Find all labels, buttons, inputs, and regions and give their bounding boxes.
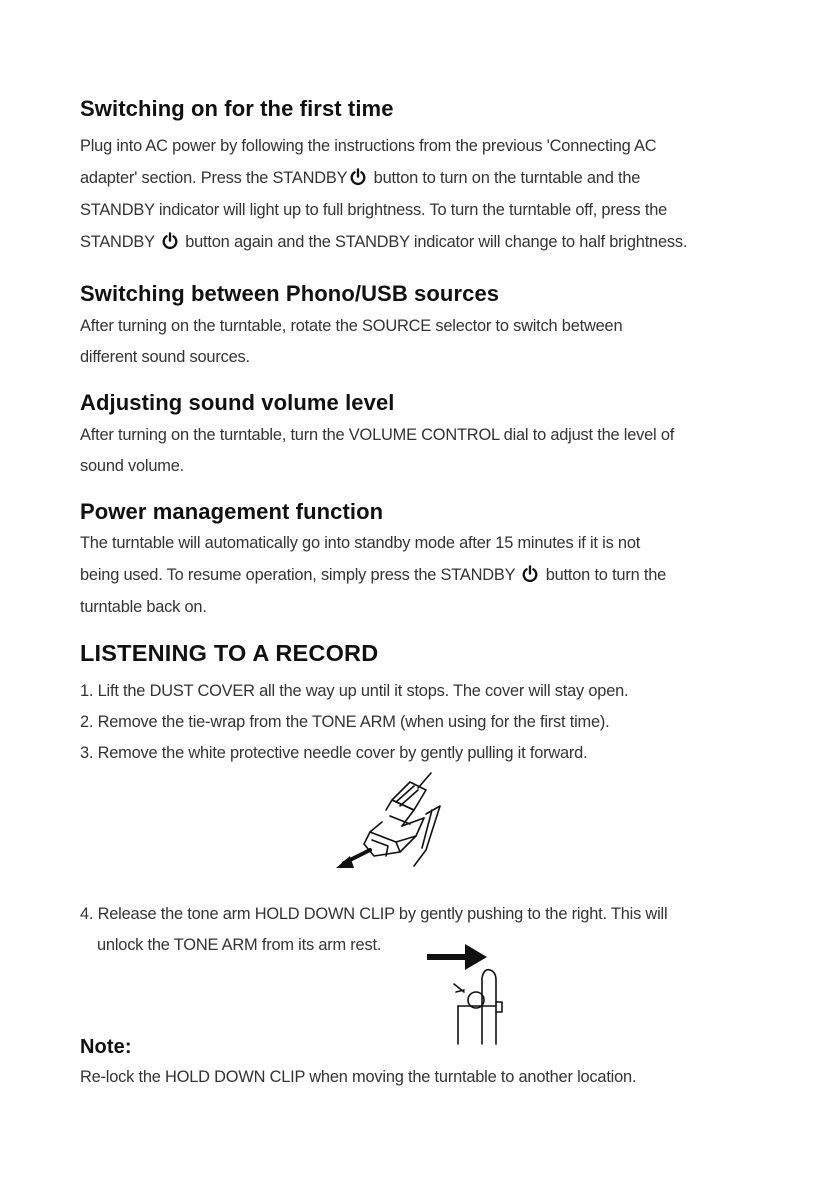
power-icon bbox=[521, 565, 539, 583]
power-line-3: turntable back on. bbox=[80, 598, 207, 616]
needle-cover-illustration bbox=[330, 770, 450, 875]
power-line-2 bbox=[80, 565, 666, 585]
record-heading: LISTENING TO A RECORD bbox=[80, 640, 379, 666]
first-time-line-2-b: button to turn on the turntable and the bbox=[369, 169, 641, 187]
power-icon bbox=[161, 232, 179, 250]
first-time-line-2-a: adapter' section. Press the STANDBY bbox=[80, 169, 348, 187]
section-title-power: Power management function bbox=[80, 499, 384, 524]
first-time-line-4-a: STANDBY bbox=[80, 233, 159, 251]
note-text: Re-lock the HOLD DOWN CLIP when moving the turntable to another location. bbox=[80, 1068, 637, 1086]
record-step-4-continued: unlock the TONE ARM from its arm rest. bbox=[97, 936, 382, 954]
record-step-1: 1. Lift the DUST COVER all the way up until it stops. The cover will stay open. bbox=[80, 682, 629, 700]
power-line-1: The turntable will automatically go into standby mode after 15 minutes if it is not bbox=[80, 534, 641, 552]
first-time-line-3: STANDBY indicator will light up to full brightness. To turn the turntable off, press the bbox=[80, 201, 668, 219]
first-time-line-1: Plug into AC power by following the instructions from the previous 'Connecting AC bbox=[80, 137, 657, 155]
record-step-3: 3. Remove the white protective needle cover by gently pulling it forward. bbox=[80, 744, 588, 762]
sources-line-1: After turning on the turntable, rotate the SOURCE selector to switch between bbox=[80, 317, 623, 335]
volume-line-2: sound volume. bbox=[80, 457, 185, 475]
record-step-4: 4. Release the tone arm HOLD DOWN CLIP by gently pushing to the right. This will bbox=[80, 905, 668, 923]
section-title-volume: Adjusting sound volume level bbox=[80, 390, 395, 415]
first-time-line-4-b: button again and the STANDBY indicator will change to half brightness. bbox=[180, 233, 688, 251]
record-step-2: 2. Remove the tie-wrap from the TONE ARM (when using for the first time). bbox=[80, 713, 610, 731]
section-title-first-time: Switching on for the first time bbox=[80, 96, 394, 121]
section-title-sources: Switching between Phono/USB sources bbox=[80, 281, 500, 306]
first-time-line-4 bbox=[80, 232, 687, 252]
volume-line-1: After turning on the turntable, turn the VOLUME CONTROL dial to adjust the level of bbox=[80, 426, 675, 444]
power-line-2-b: button to turn the bbox=[541, 566, 667, 584]
first-time-line-2 bbox=[80, 168, 640, 188]
sources-line-2: different sound sources. bbox=[80, 348, 250, 366]
power-icon bbox=[349, 168, 367, 186]
hold-down-clip-illustration bbox=[450, 966, 510, 1048]
note-title: Note: bbox=[80, 1036, 132, 1058]
power-line-2-a: being used. To resume operation, simply press the STANDBY bbox=[80, 566, 520, 584]
